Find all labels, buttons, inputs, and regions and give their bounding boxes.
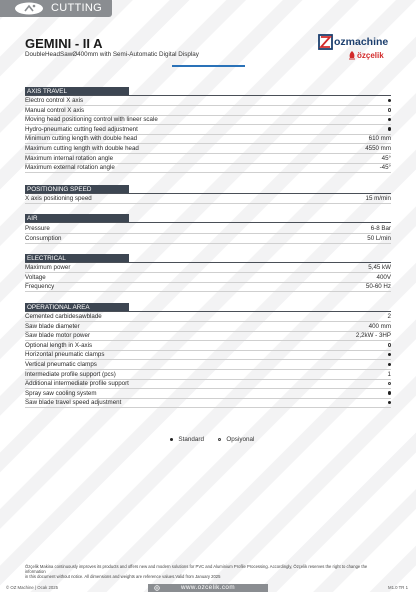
spec-label: Maximum internal rotation angle: [25, 154, 114, 162]
spec-value: 15 m/min: [365, 195, 391, 202]
optional-circle-icon: [388, 108, 391, 111]
disclaimer: [25, 564, 385, 579]
optional-circle-icon: [388, 343, 391, 346]
spec-value: 610 mm: [368, 135, 391, 143]
spec-row: [25, 379, 391, 389]
section-header: POSITIONING SPEED: [25, 185, 129, 194]
spec-label: Maximum cutting length with double head: [25, 145, 139, 152]
accent-divider: [172, 65, 245, 67]
spec-row: [25, 322, 391, 332]
spec-value: 50 L/min: [367, 234, 391, 242]
optional-circle-icon: [388, 380, 391, 387]
spec-row: [25, 282, 391, 292]
spec-value: 6-8 Bar: [370, 225, 391, 232]
spec-row: [25, 312, 391, 322]
spec-row: [25, 370, 391, 380]
spec-row: [25, 115, 391, 125]
spec-label: Maximum power: [25, 264, 71, 271]
optional-circle-icon: [388, 342, 391, 349]
spec-row: [25, 96, 391, 106]
category-label: CUTTING: [51, 2, 102, 14]
spec-row: [25, 273, 391, 283]
standard-dot-icon: [388, 127, 391, 130]
standard-dot-icon: [388, 401, 391, 404]
spec-label: Saw blade motor power: [25, 332, 91, 340]
standard-dot-icon: [388, 399, 391, 406]
legend-optional-label: Opsiyonal: [226, 436, 255, 443]
standard-dot-icon: [388, 390, 391, 397]
document-version: M1.0 TR 1: [388, 585, 408, 590]
spec-row: [25, 389, 391, 399]
spec-label: Horizontal pneumatic clamps: [25, 351, 105, 359]
section-header: OPERATIONAL AREA: [25, 303, 129, 312]
spec-value: 5,45 kW: [368, 264, 391, 271]
standard-dot-icon: [388, 116, 391, 123]
spec-value: 400V: [376, 273, 391, 281]
spec-row: [25, 331, 391, 341]
spec-row: [25, 263, 391, 273]
standard-dot-icon: [388, 351, 391, 358]
spec-label: Cemented carbidesawblade: [25, 313, 102, 320]
spec-value: 400 mm: [368, 322, 391, 330]
spec-value: -45°: [379, 164, 391, 172]
spec-label: Saw blade diameter: [25, 322, 80, 330]
category-tab: [0, 0, 112, 17]
spec-label: Maximum external rotation angle: [25, 164, 115, 172]
spec-row: [25, 398, 391, 408]
standard-dot-icon: [388, 118, 391, 121]
spec-row: [25, 234, 391, 244]
section-header: AXIS TRAVEL: [25, 87, 129, 96]
brand-name: ozmachine: [334, 36, 389, 48]
oz-logo-icon: [318, 34, 333, 50]
optional-circle-icon: [388, 382, 391, 385]
spec-row: [25, 224, 391, 234]
spec-label: Minimum cutting length with double head: [25, 135, 138, 143]
spec-row: [25, 341, 391, 351]
brand-logo: [318, 34, 398, 64]
ozcelik-flame-icon: [348, 51, 356, 60]
standard-dot-icon: [388, 363, 391, 366]
legend-standard-label: Standard: [178, 436, 204, 443]
spec-value: 4550 mm: [365, 145, 391, 152]
spec-row: [25, 360, 391, 370]
spec-value: 45°: [381, 154, 391, 162]
page-footer: [0, 584, 416, 592]
spec-row: [25, 125, 391, 135]
standard-dot-icon: [388, 99, 391, 102]
company-logo-icon: [14, 2, 44, 15]
optional-circle-icon: [218, 438, 221, 441]
spec-label: Moving head positioning control with lineer scale: [25, 116, 158, 124]
spec-value: 2: [387, 313, 391, 320]
website-link[interactable]: www.ozcelik.com: [181, 584, 235, 591]
spec-row: [25, 106, 391, 116]
standard-dot-icon: [170, 438, 173, 441]
spec-row: [25, 154, 391, 164]
spec-label: X axis positioning speed: [25, 195, 92, 202]
legend-optional: [218, 436, 254, 443]
spec-label: Spray saw cooling system: [25, 389, 97, 397]
disclaimer-line-2: in this document without notice. All dimensions and weights are reference values.Valid from January 2025: [25, 574, 221, 579]
disclaimer-line-1: Özçelik Makina continuously improves its products and offers new and modern solutions for PVC and Aluminium Profile Processing. Accordingly, Özçelik reserves the right to change the information: [25, 564, 368, 574]
standard-dot-icon: [388, 97, 391, 104]
product-title: GEMINI - II A: [25, 36, 103, 51]
legend-standard: [170, 436, 204, 443]
spec-label: Vertical pneumatic clamps: [25, 361, 97, 368]
spec-row: [25, 194, 391, 204]
spec-label: Frequency: [25, 283, 55, 291]
standard-dot-icon: [388, 126, 391, 133]
section-header: ELECTRICAL: [25, 254, 129, 263]
spec-row: [25, 350, 391, 360]
spec-label: Consumption: [25, 234, 62, 242]
copyright-text: © OZ Machine | Ocak 2025: [6, 585, 59, 590]
spec-label: Optional length in X-axis: [25, 341, 93, 349]
product-subtitle: DoubleHeadSawØ400mm with Semi-Automatic Digital Display: [25, 51, 199, 58]
brand-subname: özçelik: [357, 51, 384, 60]
spec-value: 1: [387, 370, 391, 378]
spec-row: [25, 144, 391, 154]
standard-dot-icon: [388, 353, 391, 356]
spec-value: 2,2kW - 3HP: [355, 332, 391, 340]
spec-label: Pressure: [25, 225, 50, 232]
spec-label: Saw blade travel speed adjustment: [25, 399, 122, 407]
spec-label: Hydro-pneumatic cutting feed adjustment: [25, 125, 138, 133]
section-rule: [25, 222, 391, 223]
spec-label: Additional intermediate profile support: [25, 380, 129, 388]
spec-row: [25, 163, 391, 173]
spec-label: Intermediate profile support (pcs): [25, 370, 116, 378]
optional-circle-icon: [388, 107, 391, 114]
spec-value: 50-60 Hz: [365, 283, 391, 291]
standard-dot-icon: [388, 391, 391, 394]
standard-dot-icon: [388, 361, 391, 368]
section-header: AIR: [25, 214, 129, 223]
spec-label: Electro control X axis: [25, 97, 84, 104]
spec-label: Manual control X axis: [25, 106, 85, 114]
spec-row: [25, 134, 391, 144]
spec-label: Voltage: [25, 273, 46, 281]
